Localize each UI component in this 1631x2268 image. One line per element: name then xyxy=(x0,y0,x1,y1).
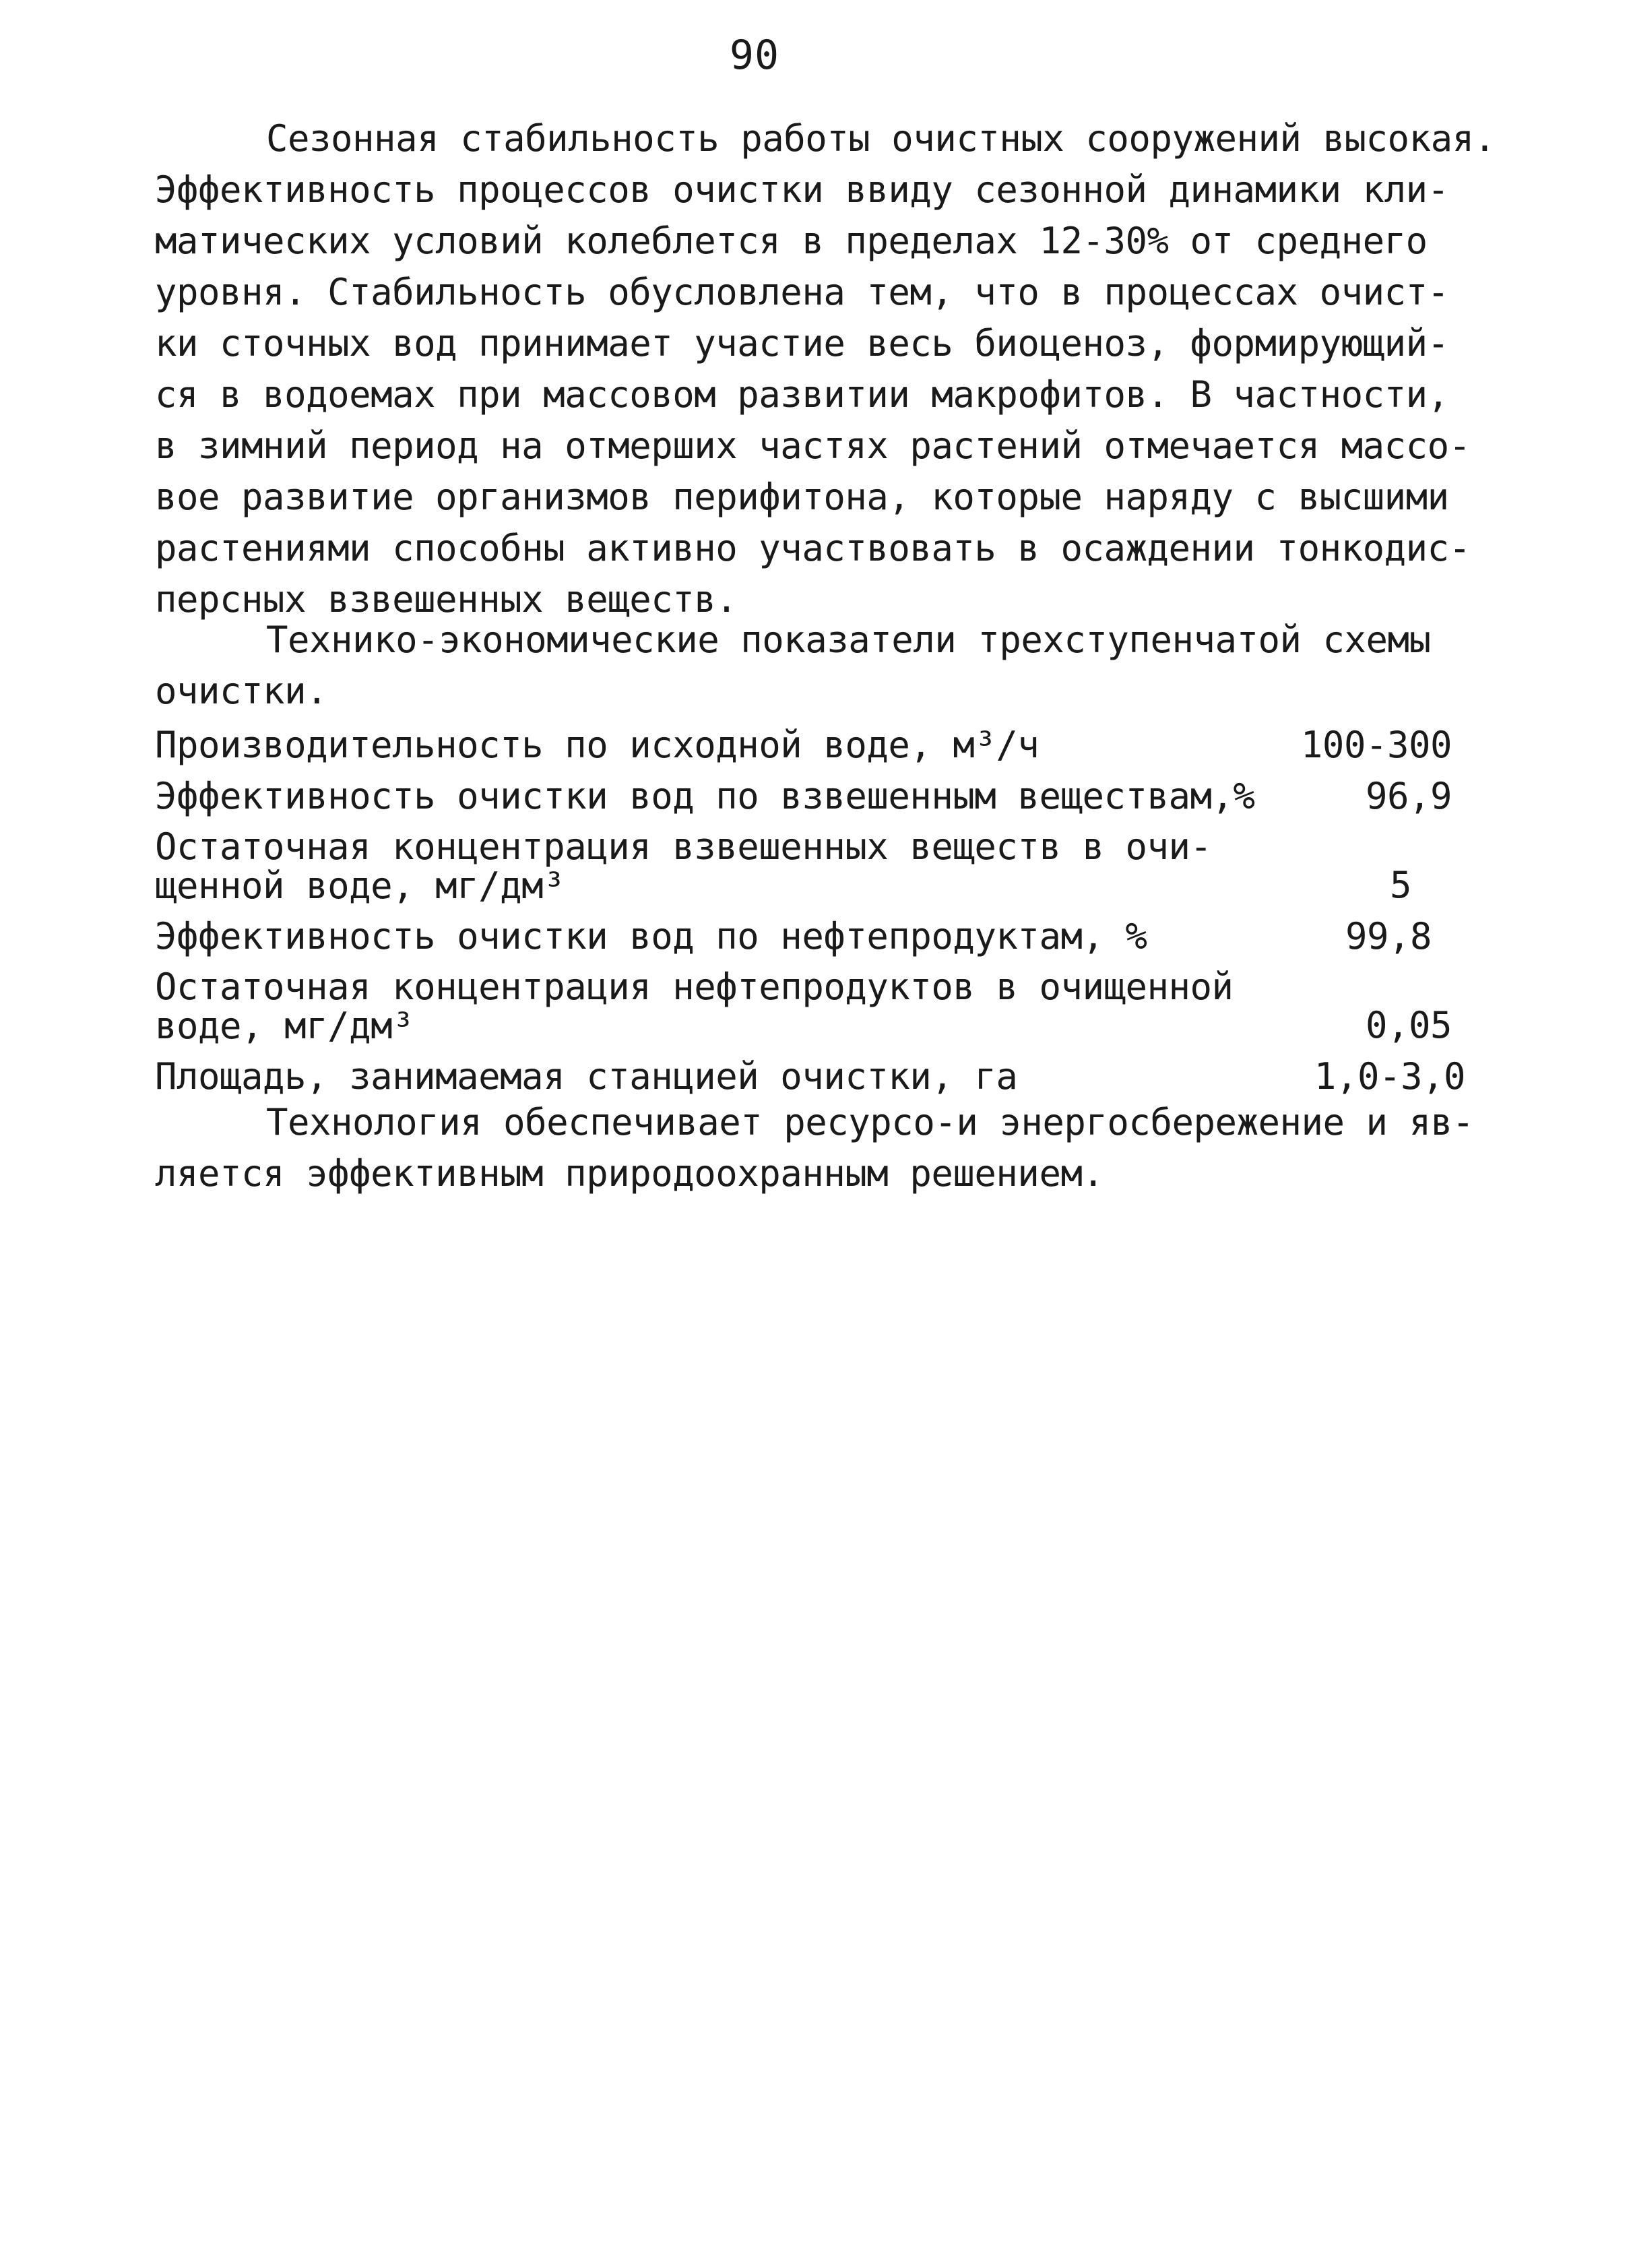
spec-label-line: Площадь, занимаемая станцией очистки, га xyxy=(155,1055,1018,1098)
text-line: очистки. xyxy=(155,670,328,712)
spec-row-suspended-efficiency xyxy=(155,771,1475,822)
spec-label-line: Остаточная концентрация взвешенных веществ в очи- xyxy=(155,825,1212,868)
spec-value: 96,9 xyxy=(1365,775,1452,817)
spec-label xyxy=(155,968,1234,1046)
spec-label-line: Эффективность очистки вод по взвешенным веществам,% xyxy=(155,775,1255,817)
spec-label-line: Остаточная концентрация нефтепродуктов в очищенной xyxy=(155,966,1234,1008)
spec-label-line: Эффективность очистки вод по нефтепродуктам, % xyxy=(155,915,1147,957)
text-line: Эффективность процессов очистки ввиду сезонной динамики кли- xyxy=(155,168,1449,211)
text-line: ляется эффективным природоохранным решением. xyxy=(155,1152,1104,1195)
text-line: растениями способны активно участвовать в осаждении тонкодис- xyxy=(155,527,1471,569)
spec-value: 99,8 xyxy=(1345,915,1432,957)
page-number: 90 xyxy=(729,32,780,79)
text-line: ся в водоемах при массовом развитии макрофитов. В частности, xyxy=(155,373,1449,416)
spec-value: 5 xyxy=(1389,864,1411,906)
text-line: Технико-экономические показатели трехступенчатой схемы xyxy=(266,619,1431,661)
spec-row-capacity xyxy=(155,720,1475,771)
spec-value: 0,05 xyxy=(1365,1004,1452,1046)
paragraph-conclusion xyxy=(155,1097,1475,1199)
spec-row-oil-residual xyxy=(155,962,1475,1051)
spec-value: 1,0-3,0 xyxy=(1314,1055,1465,1098)
text-line: в зимний период на отмерших частях растений отмечается массо- xyxy=(155,424,1471,467)
spec-label-line: воде, мг/дм³ xyxy=(155,1005,414,1047)
paragraph-seasonal-stability xyxy=(155,113,1496,625)
text-line: матических условий колеблется в пределах 12-30% от среднего xyxy=(155,220,1428,262)
spec-row-oil-efficiency xyxy=(155,911,1475,962)
text-line: ки сточных вод принимает участие весь биоценоз, формирующий- xyxy=(155,322,1449,365)
specs-list xyxy=(155,720,1475,1102)
spec-label xyxy=(155,911,1147,962)
text-line: персных взвешенных веществ. xyxy=(155,578,738,621)
spec-label xyxy=(155,771,1255,822)
text-line: Сезонная стабильность работы очистных сооружений высокая. xyxy=(266,117,1496,160)
spec-label xyxy=(155,720,1039,771)
text-line: Технология обеспечивает ресурсо-и энергосбережение и яв- xyxy=(266,1101,1474,1143)
text-line: вое развитие организмов перифитона, которые наряду с высшими xyxy=(155,476,1449,518)
paragraph-indicators-heading xyxy=(155,615,1475,717)
spec-row-area xyxy=(155,1051,1475,1102)
spec-row-suspended-residual xyxy=(155,822,1475,911)
spec-label xyxy=(155,1051,1017,1102)
spec-label-line: щенной воде, мг/дм³ xyxy=(155,864,565,907)
spec-label xyxy=(155,827,1212,906)
spec-value: 100-300 xyxy=(1300,724,1452,766)
text-line: уровня. Стабильность обусловлена тем, что в процессах очист- xyxy=(155,271,1449,313)
spec-label-line: Производительность по исходной воде, м³/ч xyxy=(155,724,1040,766)
